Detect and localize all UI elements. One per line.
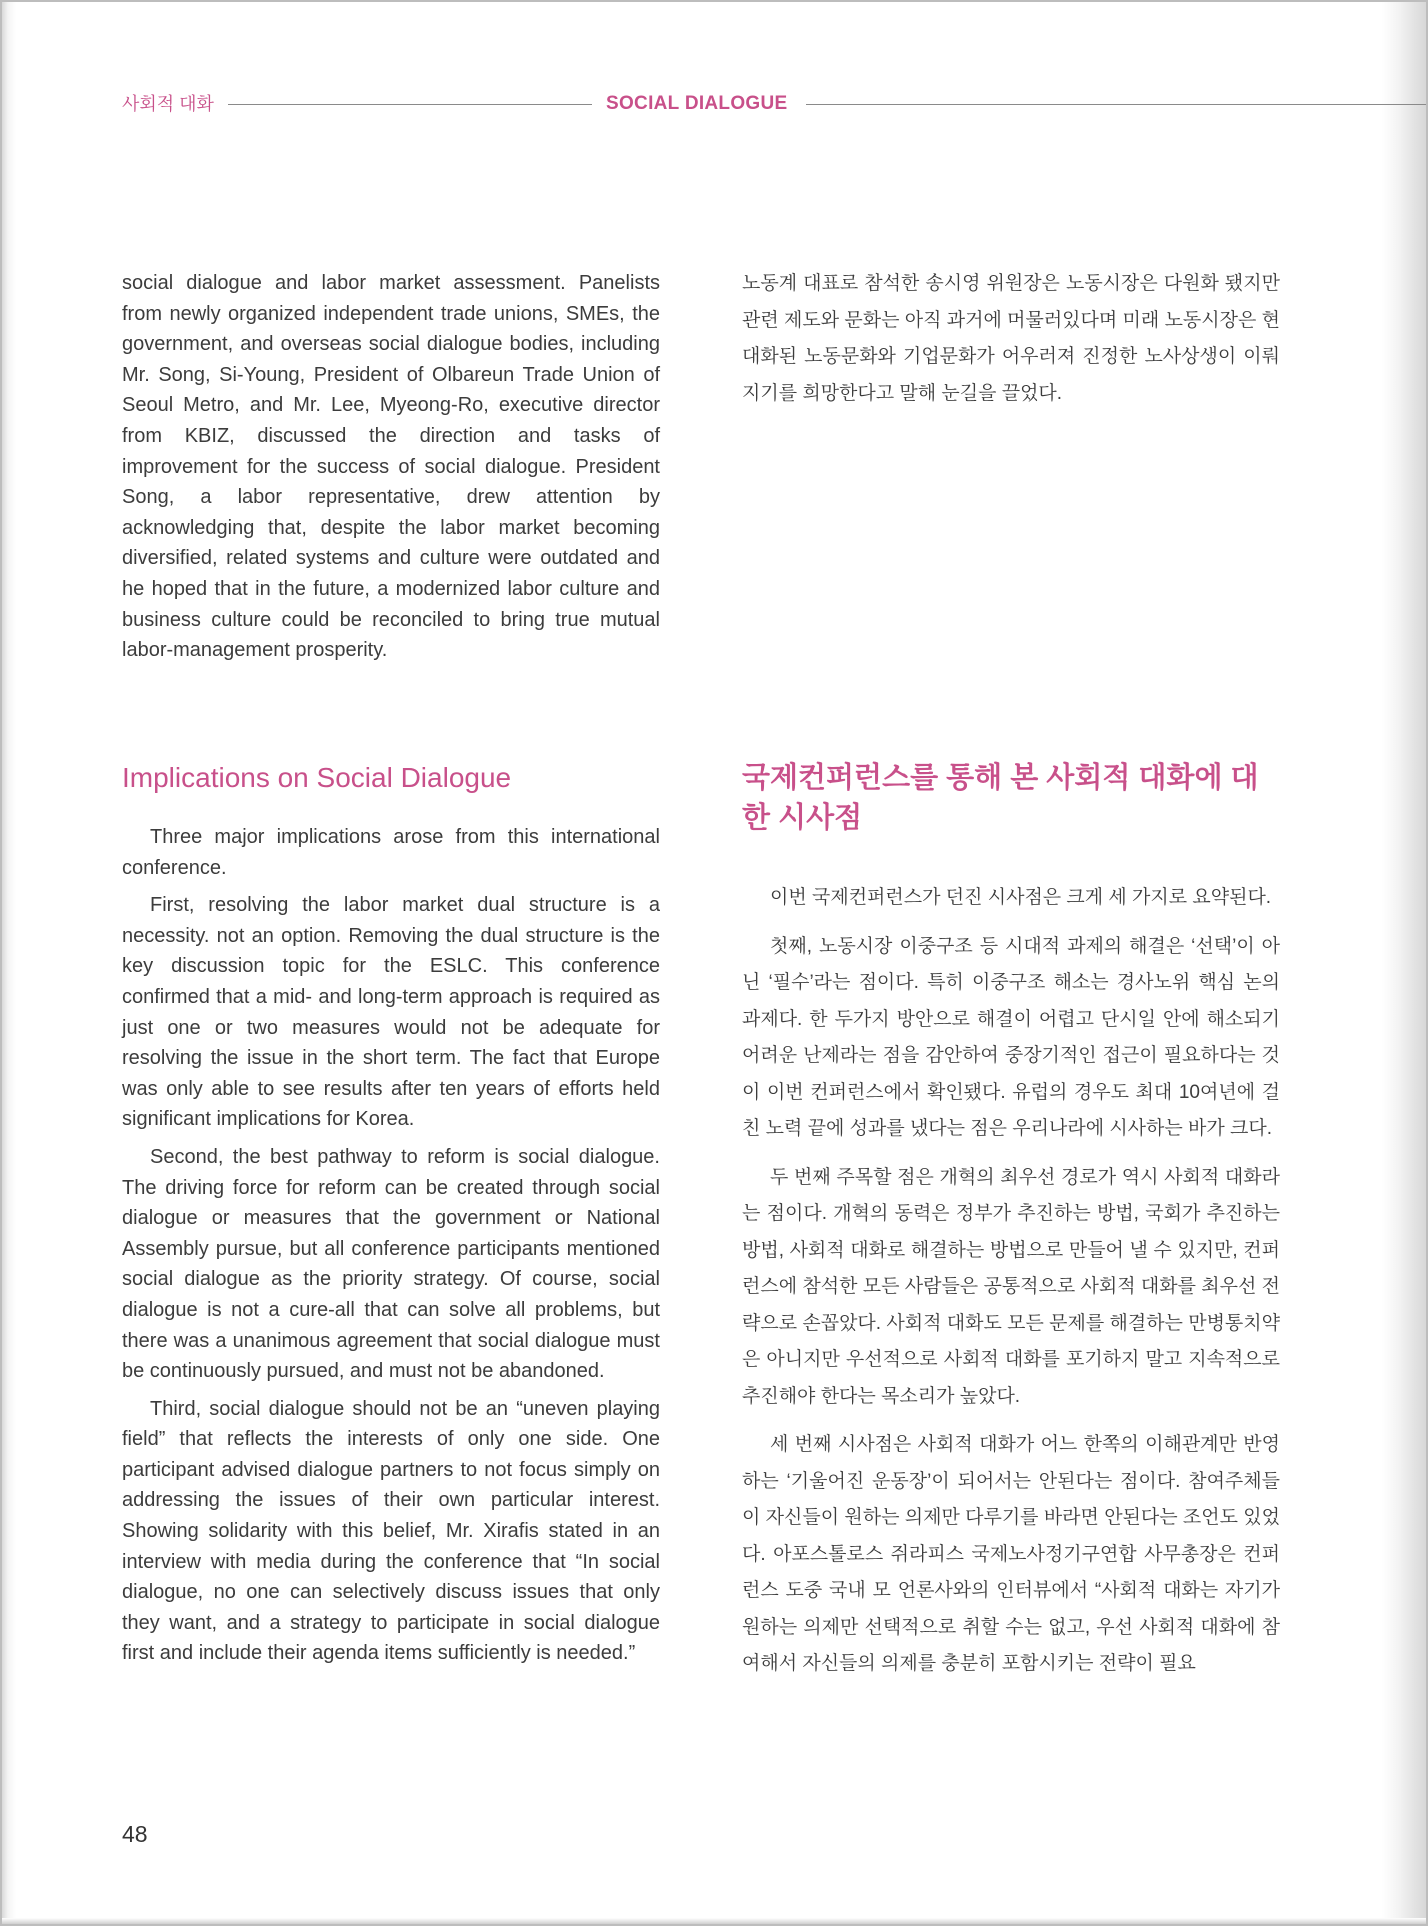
korean-paragraph: 노동계 대표로 참석한 송시영 위원장은 노동시장은 다원화 됐지만 관련 제도와 문화는 아직 과거에 머물러있다며 미래 노동시장은 현대화된 노동문화와 기업문화가 어우러져 진정한 노사상생이 이뤄지기를 희망한다고 말해 눈길을 끌었다.	[742, 273, 1280, 404]
korean-section-heading: 국제컨퍼런스를 통해 본 사회적 대화에 대한 시사점	[742, 762, 1259, 834]
english-paragraph: Second, the best pathway to reform is social dialogue. The driving force for reform can be created through social dialogue or measures that the government or National Assembly pursue, but all conference participants mentioned social dialogue as the priority strategy. Of course, social dialogue is not a cure-all that can solve all problems, but there was a unanimous agreement that social dialogue must be continuously pursued, and must not be abandoned.	[122, 1145, 660, 1383]
english-paragraph: social dialogue and labor market assessment. Panelists from newly organized independent trade unions, SMEs, the government, and overseas social dialogue bodies, including Mr. Song, Si-Young, President of Olbareun Trade Union of Seoul Metro, and Mr. Lee, Myeong-Ro, executive director from KBIZ, discussed the direction and tasks of improvement for the success of social dialogue. President Song, a labor representative, drew attention by acknowledging that, despite the labor market becoming diversified, related systems and culture were outdated and he hoped that in the future, a modernized labor culture and business culture could be reconciled to bring true mutual labor-management prosperity.	[122, 272, 660, 662]
english-section-heading: Implications on Social Dialogue	[122, 762, 512, 793]
page-number: 48	[122, 1821, 148, 1847]
header-rule	[806, 104, 1426, 105]
page-edge-shadow	[2, 1918, 1426, 1924]
english-paragraph: First, resolving the labor market dual structure is a necessity. not an option. Removing the dual structure is the key discussion topic for the ESLC. This conference confirmed that a mid- and long-term approach is required as just one or two measures would not be adequate for resolving the issue in the short term. The fact that Europe was only able to see results after ten years of efforts held significant implications for Korea.	[122, 894, 660, 1131]
korean-paragraph: 두 번째 주목할 점은 개혁의 최우선 경로가 역시 사회적 대화라는 점이다. 개혁의 동력은 정부가 추진하는 방법, 국회가 추진하는 방법, 사회적 대화로 해결하는 방법으로 만들어 낼 수 있지만, 컨퍼런스에 참석한 모든 사람들은 공통적으로 사회적 대화를 최우선 전략으로 손꼽았다. 사회적 대화도 모든 문제를 해결하는 만병통치약은 아니지만 우선적으로 사회적 대화를 포기하지 말고 지속적으로 추진해야 한다는 목소리가 높았다.	[742, 1166, 1280, 1407]
english-paragraph: Third, social dialogue should not be an “uneven playing field” that reflects the interests of only one side. One participant advised dialogue partners to not focus simply on addressing the issues of their own particular interest. Showing solidarity with this belief, Mr. Xirafis stated in an interview with media during the conference that “In social dialogue, no one can selectively discuss issues that only they want, and a strategy to participate in social dialogue first and include their agenda items sufficiently is needed.”	[122, 1397, 660, 1665]
header-rule	[228, 104, 592, 105]
header-section-english: SOCIAL DIALOGUE	[606, 93, 788, 114]
korean-paragraph: 첫째, 노동시장 이중구조 등 시대적 과제의 해결은 ‘선택’이 아닌 ‘필수’라는 점이다. 특히 이중구조 해소는 경사노위 핵심 논의 과제다. 한 두가지 방안으로 해결이 어렵고 단시일 안에 해소되기 어려운 난제라는 점을 감안하여 중장기적인 접근이 필요하다는 것이 이번 컨퍼런스에서 확인됐다. 유럽의 경우도 최대 10여년에 걸친 노력 끝에 성과를 냈다는 점은 우리나라에 시사하는 바가 크다.	[742, 935, 1280, 1139]
korean-paragraph: 이번 국제컨퍼런스가 던진 시사점은 크게 세 가지로 요약된다.	[770, 887, 1272, 908]
english-intro-column	[122, 268, 660, 666]
running-header	[122, 92, 1426, 116]
english-paragraph: Three major implications arose from this international conference.	[122, 826, 660, 879]
english-body-column	[122, 822, 660, 1676]
korean-intro-column	[742, 266, 1280, 412]
korean-body-column	[742, 880, 1280, 1695]
header-section-korean: 사회적 대화	[122, 94, 214, 114]
korean-paragraph: 세 번째 시사점은 사회적 대화가 어느 한쪽의 이해관계만 반영하는 ‘기울어진 운동장’이 되어서는 안된다는 점이다. 참여주체들이 자신들이 원하는 의제만 다루기를 바라면 안된다는 조언도 있었다. 아포스톨로스 쥐라피스 국제노사정기구연합 사무총장은 컨퍼런스 도중 국내 모 언론사와의 인터뷰에서 “사회적 대화는 자기가 원하는 의제만 선택적으로 취할 수는 없고, 우선 사회적 대화에 참여해서 자신들의 의제를 충분히 포함시키는 전략이 필요	[742, 1434, 1280, 1674]
